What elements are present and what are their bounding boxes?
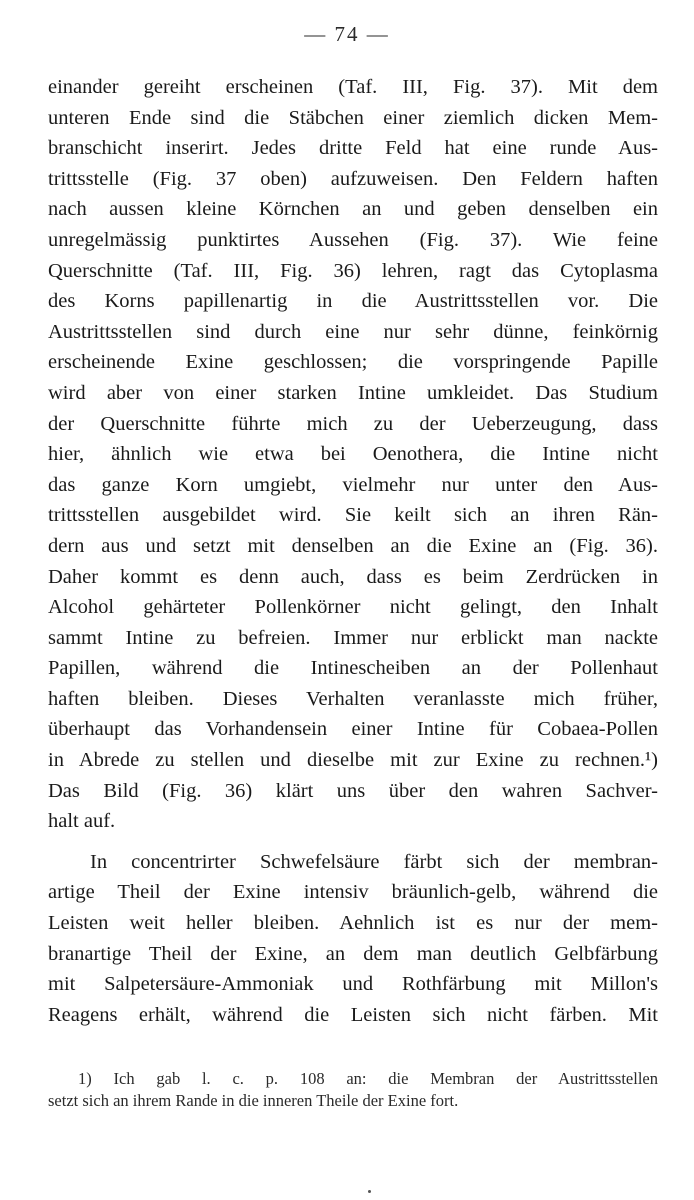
text-line: trittsstellen ausgebildet wird. Sie keilt sich an ihren Rän-	[48, 504, 658, 527]
text-line: unregelmässig punktirtes Aussehen (Fig. 37). Wie feine	[48, 228, 658, 251]
page-number: — 74 —	[304, 22, 390, 46]
text-line: Leisten weit heller bleiben. Aehnlich ist es nur der mem-	[48, 912, 658, 935]
text-line: trittsstelle (Fig. 37 oben) aufzuweisen. Den Feldern haften	[48, 167, 658, 190]
footnote	[48, 1068, 658, 1112]
text-line: Reagens erhält, während die Leisten sich nicht färben. Mit	[48, 1003, 658, 1026]
text-line: in Abrede zu stellen und dieselbe mit zur Exine zu rechnen.¹)	[48, 749, 658, 772]
text-line: der Querschnitte führte mich zu der Ueberzeugung, dass	[48, 412, 658, 435]
text-line: haften bleiben. Dieses Verhalten veranlasste mich früher,	[48, 687, 658, 710]
text-line: halt auf.	[48, 810, 116, 833]
text-line: branartige Theil der Exine, an dem man deutlich Gelbfärbung	[48, 942, 658, 965]
text-line: Austrittsstellen sind durch eine nur sehr dünne, feinkörnig	[48, 320, 658, 343]
print-mark	[368, 1190, 371, 1193]
text-line: Alcohol gehärteter Pollenkörner nicht gelingt, den Inhalt	[48, 596, 658, 619]
main-text	[48, 72, 658, 1030]
text-line: Papillen, während die Intinescheiben an der Pollenhaut	[48, 657, 658, 680]
text-line: wird aber von einer starken Intine umkleidet. Das Studium	[48, 381, 658, 404]
text-line: Das Bild (Fig. 36) klärt uns über den wahren Sachver-	[48, 779, 658, 802]
text-line: Daher kommt es denn auch, dass es beim Zerdrücken in	[48, 565, 658, 588]
text-line: hier, ähnlich wie etwa bei Oenothera, die Intine nicht	[48, 443, 658, 466]
text-line: einander gereiht erscheinen (Taf. III, Fig. 37). Mit dem	[48, 76, 658, 98]
text-line: branschicht inserirt. Jedes dritte Feld hat eine runde Aus-	[48, 137, 658, 160]
text-line: artige Theil der Exine intensiv bräunlich-gelb, während die	[48, 881, 658, 904]
text-line: des Korns papillenartig in die Austrittsstellen vor. Die	[48, 290, 658, 313]
text-line: erscheinende Exine geschlossen; die vorspringende Papille	[48, 351, 658, 374]
text-line: überhaupt das Vorhandensein einer Intine für Cobaea-Pollen	[48, 718, 658, 741]
text-line: mit Salpetersäure-Ammoniak und Rothfärbung mit Millon's	[48, 973, 658, 996]
text-line: unteren Ende sind die Stäbchen einer ziemlich dicken Mem-	[48, 106, 658, 129]
text-line: sammt Intine zu befreien. Immer nur erblickt man nackte	[48, 626, 658, 649]
text-line: dern aus und setzt mit denselben an die Exine an (Fig. 36).	[48, 534, 658, 557]
text-line: das ganze Korn umgiebt, vielmehr nur unter den Aus-	[48, 473, 658, 496]
paragraph-gap	[48, 837, 658, 847]
text-line: nach aussen kleine Körnchen an und geben denselben ein	[48, 198, 658, 221]
footnote-line: setzt sich an ihrem Rande in die inneren Theile der Exine fort.	[48, 1091, 459, 1110]
text-line: In concentrirter Schwefelsäure färbt sich der membran-	[90, 850, 658, 873]
footnote-line: 1) Ich gab l. c. p. 108 an: die Membran der Austrittsstellen	[78, 1069, 658, 1088]
text-line: Querschnitte (Taf. III, Fig. 36) lehren, ragt das Cytoplasma	[48, 259, 658, 282]
